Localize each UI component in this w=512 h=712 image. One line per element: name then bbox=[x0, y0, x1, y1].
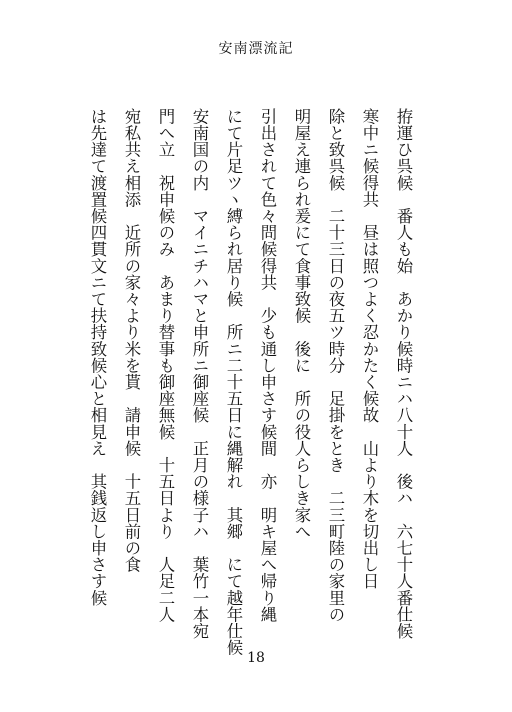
text-line-6: にて片足ツヽ縛られ居り候 所ニ二十五日に縄解れ 其郷 にて越年仕候 bbox=[224, 108, 243, 656]
text-line-7: 安南国の内 マイニチハマと申所ニ御座候 正月の様子ハ 葉竹一本宛 bbox=[190, 108, 209, 640]
running-title: 安南漂流記 bbox=[218, 41, 294, 57]
text-line-10: は先達て渡置候四貫文ニて扶持致候心と相見え 其銭返し申さす候 bbox=[88, 108, 107, 606]
text-line-1: 拵運ひ呉候 番人も始 あかり候時ニハ八十人 後ハ 六七十人番仕候 bbox=[394, 108, 413, 640]
text-line-3: 除と致呉候 二十三日の夜五ツ時分 足掛をとき 二三町陸の家里の bbox=[326, 108, 345, 623]
page-number: 18 bbox=[247, 650, 265, 666]
text-line-5: 引出されて色々問候得共 少も通し申さす候間 亦 明キ屋へ帰り縄 bbox=[258, 108, 277, 623]
text-line-9: 宛私共え相添 近所の家々より米を貰 請申候 十五日前の食 bbox=[122, 108, 141, 573]
text-line-4: 明屋え連られ爰にて食事致候 後に 所の役人らしき家へ bbox=[292, 108, 311, 540]
text-line-8: 門へ立 祝申候のみ あまり替事も御座無候 十五日より 人足二人 bbox=[156, 108, 175, 623]
text-line-2: 寒中ニ候得共 昼は照つよく忍かたく候故 山より木を切出し日 bbox=[360, 108, 379, 590]
vertical-body-text bbox=[88, 108, 420, 656]
